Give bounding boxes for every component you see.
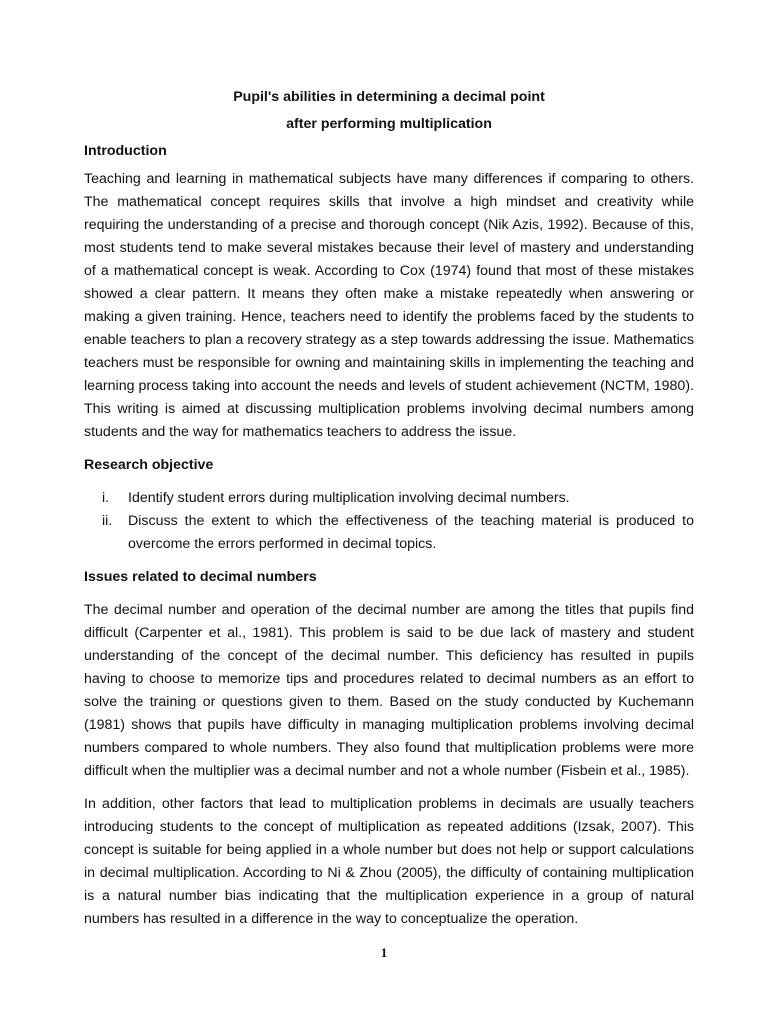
research-objective-heading: Research objective <box>84 457 214 473</box>
issues-heading: Issues related to decimal numbers <box>84 569 317 585</box>
introduction-paragraph: Teaching and learning in mathematical subjects have many differences if comparing to others. The mathematical concept requires skills that involve a high mindset and creativity while requiring the understanding of a precise and thorough concept (Nik Azis, 1992). Because of this, most students tend to make several mistakes because their level of mastery and understanding of a mathematical concept is weak. According to Cox (1974) found that most of these mistakes showed a clear pattern. It means they often make a mistake repeatedly when answering or making a given training. Hence, teachers need to identify the problems faced by the students to enable teachers to plan a recovery strategy as a step towards addressing the issue. Mathematics teachers must be responsible for owning and maintaining skills in implementing the teaching and learning process taking into account the needs and levels of student achievement (NCTM, 1980). This writing is aimed at discussing multiplication problems involving decimal numbers among students and the way for mathematics teachers to address the issue. <box>84 171 694 440</box>
list-item-text: Discuss the extent to which the effectiveness of the teaching material is produced to overcome the errors performed in decimal topics. <box>128 513 694 552</box>
list-marker: i. <box>102 490 110 506</box>
list-item <box>84 487 694 510</box>
page-number: 1 <box>380 945 388 960</box>
document-title-line-1: Pupil's abilities in determining a decimal point <box>233 89 545 105</box>
document-body <box>84 86 694 931</box>
introduction-heading: Introduction <box>84 143 167 159</box>
issues-paragraph-2: In addition, other factors that lead to multiplication problems in decimals are usually teachers introducing students to the concept of multiplication as repeated additions (Izsak, 2007). This concept is suitable for being applied in a whole number but does not help or support calculations in decimal multiplication. According to Ni & Zhou (2005), the difficulty of containing multiplication is a natural number bias indicating that the multiplication experience in a group of natural numbers has resulted in a difference in the way to conceptualize the operation. <box>84 796 694 927</box>
research-objective-list <box>84 487 694 556</box>
issues-paragraph-1: The decimal number and operation of the decimal number are among the titles that pupils find difficult (Carpenter et al., 1981). This problem is said to be due lack of mastery and student understanding of the concept of the decimal number. This deficiency has resulted in pupils having to choose to memorize tips and procedures related to decimal numbers as an effort to solve the training or questions given to them. Based on the study conducted by Kuchemann (1981) shows that pupils have difficulty in managing multiplication problems involving decimal numbers compared to whole numbers. They also found that multiplication problems were more difficult when the multiplier was a decimal number and not a whole number (Fisbein et al., 1985). <box>84 602 694 779</box>
list-item-text: Identify student errors during multiplication involving decimal numbers. <box>128 490 570 506</box>
list-item <box>84 510 694 556</box>
list-marker: ii. <box>102 513 113 529</box>
document-title-line-2: after performing multiplication <box>286 116 492 132</box>
